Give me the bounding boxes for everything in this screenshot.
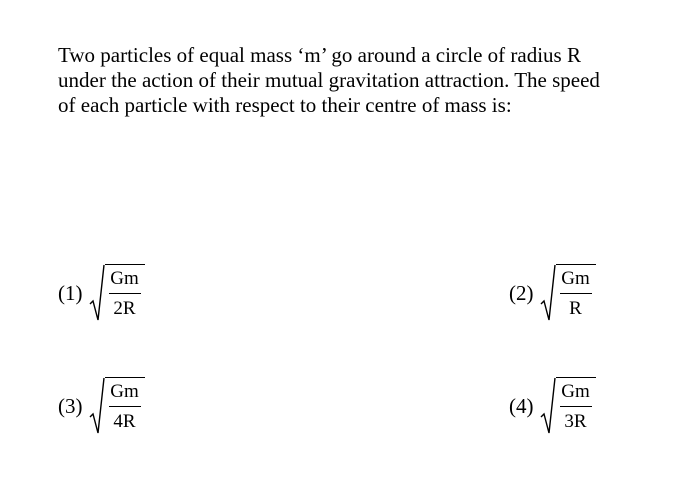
question-line: Two particles of equal mass ‘m’ go around a circle of radius R [58, 43, 581, 67]
option-4[interactable] [509, 377, 596, 435]
question-line: under the action of their mutual gravitation attraction. The speed [58, 68, 600, 92]
fraction [556, 377, 596, 435]
radical-sign-icon [89, 377, 105, 435]
fraction-numerator: Gm [110, 381, 139, 402]
square-root-expression [540, 264, 596, 322]
radical-sign-icon [89, 264, 105, 322]
question-line: of each particle with respect to their centre of mass is: [58, 93, 512, 117]
option-2[interactable] [509, 264, 596, 322]
radical-sign-icon [540, 264, 556, 322]
option-label: (4) [509, 393, 534, 418]
square-root-expression [89, 264, 145, 322]
fraction-numerator: Gm [110, 268, 139, 289]
option-label: (1) [58, 280, 83, 305]
fraction-denominator: 3R [564, 411, 587, 432]
fraction-bar [109, 406, 141, 407]
fraction-denominator: 4R [113, 411, 136, 432]
fraction-bar [109, 293, 141, 294]
square-root-expression [89, 377, 145, 435]
fraction-numerator: Gm [561, 268, 590, 289]
fraction [105, 264, 145, 322]
fraction-numerator: Gm [561, 381, 590, 402]
fraction-denominator: R [569, 298, 582, 319]
fraction-bar [560, 406, 592, 407]
fraction [105, 377, 145, 435]
option-1[interactable] [58, 264, 145, 322]
option-label: (2) [509, 280, 534, 305]
option-label: (3) [58, 393, 83, 418]
radical-sign-icon [540, 377, 556, 435]
fraction-denominator: 2R [113, 298, 136, 319]
fraction-bar [560, 293, 592, 294]
square-root-expression [540, 377, 596, 435]
fraction [556, 264, 596, 322]
option-3[interactable] [58, 377, 145, 435]
question-text [58, 43, 658, 118]
